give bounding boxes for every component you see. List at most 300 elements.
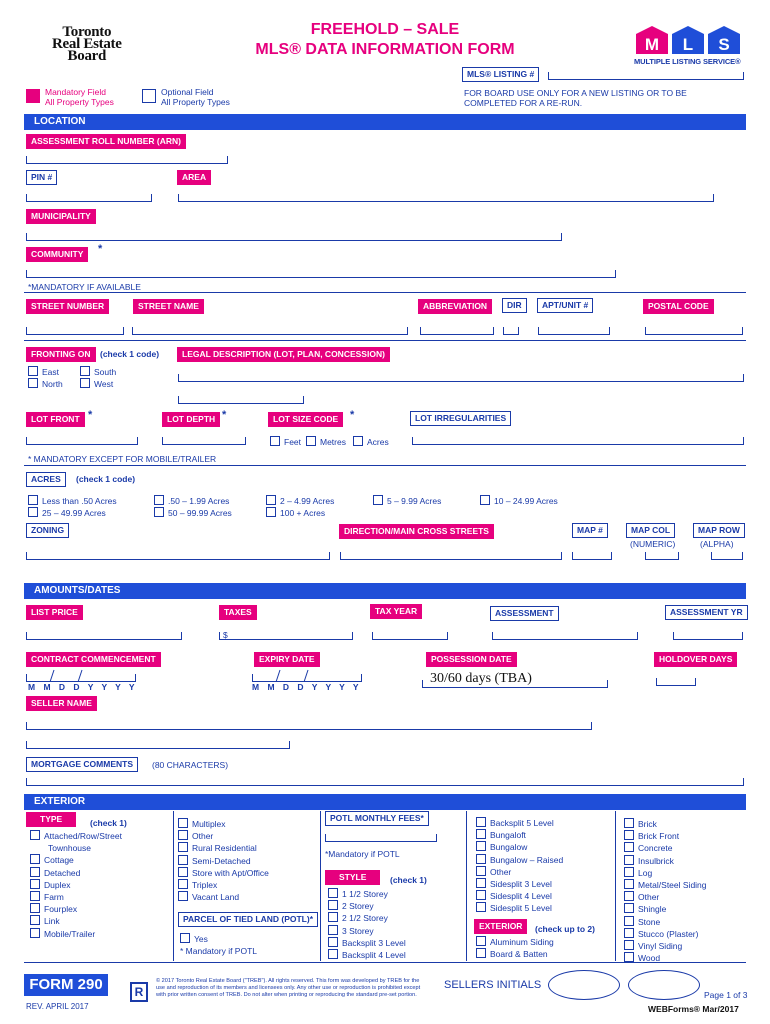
option-label: Cottage	[44, 855, 74, 866]
option-label: Townhouse	[48, 843, 92, 854]
legal-description-input-2[interactable]	[178, 396, 304, 404]
fronting-west[interactable]	[80, 378, 113, 389]
exterior-option[interactable]	[476, 936, 554, 948]
exterior-column-b	[624, 818, 707, 964]
acres-option-1[interactable]	[28, 495, 117, 506]
postal-code-input[interactable]	[645, 327, 743, 335]
mls-logo-icon	[634, 24, 742, 56]
expiry-date-label: EXPIRY DATE	[254, 652, 320, 667]
style-option[interactable]	[328, 888, 406, 900]
divider	[24, 340, 746, 341]
option-label: Bungaloft	[490, 830, 526, 841]
list-price-input[interactable]	[26, 632, 182, 640]
lot-size-acres[interactable]	[353, 436, 389, 447]
title-line-2: MLS® DATA INFORMATION FORM	[255, 41, 515, 58]
option-label: Metal/Steel Siding	[638, 880, 707, 891]
option-label: Less than .50 Acres	[42, 496, 117, 506]
type-option[interactable]	[178, 867, 269, 879]
apt-unit-label: APT/UNIT #	[537, 298, 593, 313]
checkbox[interactable]	[178, 891, 188, 901]
exterior-option[interactable]	[624, 879, 707, 891]
checkbox[interactable]	[624, 940, 634, 950]
taxes-dollar: $	[223, 630, 228, 640]
checkbox[interactable]	[476, 936, 486, 946]
option-label: North	[42, 379, 63, 389]
option-label: 100 + Acres	[280, 508, 326, 518]
title-line-1: FREEHOLD – SALE	[310, 21, 460, 38]
style-option[interactable]	[476, 817, 563, 829]
option-label: Multiplex	[192, 819, 226, 829]
checkbox[interactable]	[624, 952, 634, 962]
revision-date: REV. APRIL 2017	[26, 1002, 89, 1011]
divider	[24, 465, 746, 466]
option-label: Other	[490, 866, 512, 877]
acres-option-8[interactable]	[266, 507, 325, 518]
style-option[interactable]	[476, 866, 563, 878]
option-label: Other	[192, 831, 214, 842]
assessment-yr-input[interactable]	[673, 632, 743, 640]
assessment-label: ASSESSMENT	[490, 606, 559, 621]
checkbox[interactable]	[476, 902, 486, 912]
fronting-east[interactable]	[28, 366, 59, 377]
option-label: .50 – 1.99 Acres	[168, 496, 230, 506]
mls-listing-label: MLS® LISTING #	[462, 67, 539, 82]
seller-name-input-1[interactable]	[26, 722, 592, 730]
zoning-input[interactable]	[26, 552, 330, 560]
acres-label: ACRES	[26, 472, 66, 487]
option-label: Vinyl Siding	[638, 941, 683, 952]
lot-depth-label: LOT DEPTH	[162, 412, 220, 427]
type-option[interactable]	[178, 818, 269, 830]
option-label: Sidesplit 5 Level	[490, 903, 552, 914]
page-number: Page 1 of 3	[704, 990, 748, 1000]
checkbox[interactable]	[180, 933, 190, 943]
street-name-label: STREET NAME	[133, 299, 204, 314]
option-label: Semi-Detached	[192, 855, 251, 866]
checkbox[interactable]	[178, 830, 188, 840]
exterior-section-bar: EXTERIOR	[24, 794, 746, 810]
checkbox[interactable]	[28, 495, 38, 505]
type-option[interactable]	[178, 830, 269, 842]
checkbox[interactable]	[328, 912, 338, 922]
mandatory-legend	[45, 87, 114, 107]
exterior-option[interactable]	[624, 818, 707, 830]
contract-commencement-label: CONTRACT COMMENCEMENT	[26, 652, 161, 667]
option-label: East	[42, 367, 60, 377]
lot-front-star: *	[88, 409, 93, 421]
svg-text:M: M	[644, 35, 660, 54]
map-col-label: MAP COL	[626, 523, 675, 538]
expiry-date-input[interactable]	[252, 674, 362, 682]
checkbox[interactable]	[476, 817, 486, 827]
dir-input[interactable]	[503, 327, 519, 335]
area-label: AREA	[177, 170, 211, 185]
fronting-south[interactable]	[80, 366, 116, 377]
arn-input[interactable]	[26, 156, 228, 164]
logo-line-2: Real Estate	[52, 36, 122, 52]
area-input[interactable]	[178, 194, 714, 202]
exterior-option[interactable]	[624, 867, 707, 879]
parcel-label: PARCEL OF TIED LAND (POTL)*	[178, 912, 318, 927]
checkbox[interactable]	[178, 818, 188, 828]
type-option[interactable]	[30, 891, 122, 903]
checkbox[interactable]	[476, 829, 486, 839]
direction-input[interactable]	[340, 552, 562, 560]
checkbox[interactable]	[178, 842, 188, 852]
municipality-input[interactable]	[26, 233, 562, 241]
option-label: 2 1/2 Storey	[342, 913, 388, 924]
checkbox[interactable]	[328, 900, 338, 910]
checkbox[interactable]	[266, 507, 276, 517]
holdover-days-input[interactable]	[656, 678, 696, 686]
exterior-option[interactable]	[624, 940, 707, 952]
parcel-mandatory-note: * Mandatory if POTL	[180, 946, 258, 956]
option-label: 25 – 49.99 Acres	[42, 508, 106, 518]
checkbox[interactable]	[30, 903, 40, 913]
style-option[interactable]	[476, 878, 563, 890]
acres-option-5[interactable]	[480, 495, 558, 506]
sellers-initials-label: SELLERS INITIALS	[444, 979, 542, 991]
style-option[interactable]	[328, 925, 406, 937]
exterior-check-note: (check up to 2)	[535, 924, 595, 934]
checkbox[interactable]	[624, 855, 634, 865]
lot-front-label: LOT FRONT	[26, 412, 85, 427]
optional-legend-line1: Optional Field	[161, 87, 214, 97]
checkbox[interactable]	[624, 842, 634, 852]
map-col-input[interactable]	[645, 552, 679, 560]
fronting-north[interactable]	[28, 378, 63, 389]
type-option[interactable]	[30, 830, 122, 842]
abbreviation-label: ABBREVIATION	[418, 299, 492, 314]
checkbox[interactable]	[270, 436, 280, 446]
checkbox[interactable]	[328, 925, 338, 935]
option-label: Yes	[194, 934, 208, 944]
mls-caption: MULTIPLE LISTING SERVICE®	[634, 57, 741, 66]
checkbox[interactable]	[373, 495, 383, 505]
lot-size-metres[interactable]	[306, 436, 346, 447]
option-label: Acres	[367, 437, 389, 447]
community-input[interactable]	[26, 270, 616, 278]
acres-option-4[interactable]	[373, 495, 441, 506]
option-label: Sidesplit 3 Level	[490, 879, 552, 890]
exterior-option[interactable]	[476, 948, 554, 960]
exterior-option[interactable]	[624, 916, 707, 928]
checkbox[interactable]	[28, 366, 38, 376]
checkbox[interactable]	[30, 891, 40, 901]
possession-date-label: POSSESSION DATE	[426, 652, 517, 667]
option-label: 5 – 9.99 Acres	[387, 496, 442, 506]
potl-mandatory-note: *Mandatory if POTL	[325, 849, 400, 859]
expiry-date-format: M M D D Y Y Y Y	[252, 682, 362, 692]
mandatory-legend-swatch	[26, 89, 40, 103]
type-column-2	[178, 818, 269, 903]
checkbox[interactable]	[30, 928, 40, 938]
option-label: Mobile/Trailer	[44, 928, 96, 939]
type-option[interactable]	[30, 915, 122, 927]
checkbox[interactable]	[30, 854, 40, 864]
exterior-option[interactable]	[624, 891, 707, 903]
option-label: Duplex	[44, 879, 71, 890]
column-divider	[173, 811, 174, 961]
option-label: Store with Apt/Office	[192, 867, 269, 878]
potl-fees-label: POTL MONTHLY FEES*	[325, 811, 429, 826]
acres-option-7[interactable]	[154, 507, 232, 518]
copyright-notice: © 2017 Toronto Real Estate Board ("TREB"). All rights reserved. This form was developed by TREB for the use and reproduction of its members and licensees only. Any other use or reproduction is prohibited except with prior written consent of TREB. Do not alter when printing or reproducing the standard pre-set portion.	[156, 978, 421, 998]
taxes-input[interactable]	[219, 632, 353, 640]
option-label: Brick	[638, 819, 657, 829]
checkbox[interactable]	[624, 891, 634, 901]
contract-date-format: M M D D Y Y Y Y	[28, 682, 138, 692]
checkbox[interactable]	[476, 890, 486, 900]
mortgage-comments-input[interactable]	[26, 778, 744, 786]
realtor-icon: R	[130, 982, 148, 1002]
apt-unit-input[interactable]	[538, 327, 610, 335]
acres-option-2[interactable]	[154, 495, 229, 506]
style-column-2	[476, 817, 563, 915]
exterior-option[interactable]	[624, 842, 707, 854]
mortgage-char-note: (80 CHARACTERS)	[152, 760, 229, 770]
option-label: Stucco (Plaster)	[638, 928, 699, 939]
column-divider	[466, 811, 467, 961]
style-label: STYLE	[325, 870, 380, 885]
option-label: Farm	[44, 892, 64, 903]
exterior-option[interactable]	[624, 903, 707, 915]
direction-label: DIRECTION/MAIN CROSS STREETS	[339, 524, 494, 539]
checkbox[interactable]	[480, 495, 490, 505]
option-label: Brick Front	[638, 831, 680, 842]
checkbox[interactable]	[178, 879, 188, 889]
style-option[interactable]	[328, 937, 406, 949]
checkbox[interactable]	[154, 507, 164, 517]
acres-option-6[interactable]	[28, 507, 106, 518]
column-divider	[320, 811, 321, 961]
type-option[interactable]	[30, 928, 122, 940]
exterior-label: EXTERIOR	[474, 919, 527, 934]
mandatory-if-available-note: *MANDATORY IF AVAILABLE	[28, 282, 141, 292]
lot-irregularities-input[interactable]	[412, 437, 744, 445]
type-option[interactable]	[30, 867, 122, 879]
option-label: Feet	[284, 437, 302, 447]
checkbox[interactable]	[624, 830, 634, 840]
exterior-option[interactable]	[624, 855, 707, 867]
option-label: Sidesplit 4 Level	[490, 891, 552, 902]
checkbox[interactable]	[30, 867, 40, 877]
checkbox[interactable]	[353, 436, 363, 446]
lot-irregularities-label: LOT IRREGULARITIES	[410, 411, 511, 426]
street-number-input[interactable]	[26, 327, 124, 335]
checkbox[interactable]	[80, 378, 90, 388]
mortgage-comments-label: MORTGAGE COMMENTS	[26, 757, 138, 772]
arn-label: ASSESSMENT ROLL NUMBER (ARN)	[26, 134, 186, 149]
option-label: Bungalow	[490, 842, 528, 853]
treb-logo	[52, 26, 122, 62]
checkbox[interactable]	[328, 937, 338, 947]
type-option[interactable]	[30, 903, 122, 915]
checkbox[interactable]	[624, 867, 634, 877]
optional-legend-swatch	[142, 89, 156, 103]
map-row-label: MAP ROW	[693, 523, 745, 538]
option-label: South	[94, 367, 117, 377]
checkbox[interactable]	[306, 436, 316, 446]
optional-legend	[161, 87, 230, 107]
exterior-option[interactable]	[624, 928, 707, 940]
checkbox[interactable]	[28, 378, 38, 388]
lot-front-input[interactable]	[26, 437, 138, 445]
seller-name-input-2[interactable]	[26, 741, 290, 749]
option-label: Backsplit 5 Level	[490, 818, 554, 828]
contract-commencement-input[interactable]	[26, 674, 136, 682]
option-label: Concrete	[638, 843, 673, 854]
checkbox[interactable]	[80, 366, 90, 376]
checkbox[interactable]	[476, 948, 486, 958]
option-label: Attached/Row/Street	[44, 831, 122, 841]
type-option[interactable]	[178, 855, 269, 867]
tax-year-input[interactable]	[372, 632, 448, 640]
option-label: Fourplex	[44, 904, 78, 915]
style-option[interactable]	[328, 912, 406, 924]
type-option[interactable]	[178, 842, 269, 854]
amounts-section-bar: AMOUNTS/DATES	[24, 583, 746, 599]
checkbox[interactable]	[30, 830, 40, 840]
pin-input[interactable]	[26, 194, 152, 202]
style-option[interactable]	[476, 890, 563, 902]
checkbox[interactable]	[30, 915, 40, 925]
style-option[interactable]	[476, 902, 563, 914]
checkbox[interactable]	[266, 495, 276, 505]
mls-listing-input[interactable]	[548, 72, 744, 80]
option-label: 50 – 99.99 Acres	[168, 508, 232, 518]
checkbox[interactable]	[328, 949, 338, 959]
lot-depth-input[interactable]	[162, 437, 246, 445]
checkbox[interactable]	[476, 854, 486, 864]
type-option[interactable]	[178, 879, 269, 891]
postal-code-label: POSTAL CODE	[643, 299, 714, 314]
type-column-1	[30, 830, 122, 940]
seller-name-label: SELLER NAME	[26, 696, 97, 711]
option-label: 2 Storey	[342, 901, 374, 912]
option-label: Log	[638, 867, 653, 878]
checkbox[interactable]	[476, 866, 486, 876]
holdover-days-label: HOLDOVER DAYS	[654, 652, 737, 667]
style-option[interactable]	[328, 900, 406, 912]
seller-initials-oval-1[interactable]	[548, 970, 620, 1000]
option-label: 1 1/2 Storey	[342, 889, 388, 899]
possession-date-value[interactable]: 30/60 days (TBA)	[430, 671, 532, 686]
option-label: Aluminum Siding	[490, 937, 554, 947]
type-check-note: (check 1)	[90, 818, 127, 828]
optional-legend-line2: All Property Types	[161, 97, 230, 107]
divider	[24, 962, 746, 963]
street-name-input[interactable]	[132, 327, 408, 335]
lot-size-star: *	[350, 409, 355, 421]
type-option	[30, 842, 122, 854]
option-label: 10 – 24.99 Acres	[494, 496, 558, 506]
option-label: Bungalow – Raised	[490, 854, 564, 865]
column-divider	[615, 811, 616, 961]
style-option[interactable]	[476, 854, 563, 866]
type-option[interactable]	[30, 854, 122, 866]
style-option[interactable]	[328, 949, 406, 961]
webforms-mark: WEBForms® Mar/2017	[648, 1004, 739, 1014]
possession-date-input[interactable]	[422, 680, 608, 688]
type-label: TYPE	[26, 812, 76, 827]
option-label: Insulbrick	[638, 855, 674, 866]
abbreviation-input[interactable]	[420, 327, 494, 335]
style-check-note: (check 1)	[390, 875, 427, 885]
dir-label: DIR	[502, 298, 527, 313]
option-label: Vacant Land	[192, 892, 240, 903]
checkbox[interactable]	[476, 878, 486, 888]
checkbox[interactable]	[328, 888, 338, 898]
fronting-check-note: (check 1 code)	[100, 349, 160, 359]
option-label: Shingle	[638, 904, 667, 915]
map-num-input[interactable]	[572, 552, 612, 560]
checkbox[interactable]	[624, 928, 634, 938]
style-option[interactable]	[476, 841, 563, 853]
street-number-label: STREET NUMBER	[26, 299, 109, 314]
map-row-input[interactable]	[711, 552, 743, 560]
style-option[interactable]	[476, 829, 563, 841]
logo-line-1: Toronto	[62, 24, 112, 40]
checkbox[interactable]	[178, 855, 188, 865]
lot-size-code-label: LOT SIZE CODE	[268, 412, 343, 427]
checkbox[interactable]	[476, 841, 486, 851]
checkbox[interactable]	[624, 818, 634, 828]
checkbox[interactable]	[624, 903, 634, 913]
checkbox[interactable]	[154, 495, 164, 505]
type-option[interactable]	[30, 879, 122, 891]
assessment-input[interactable]	[492, 632, 638, 640]
checkbox[interactable]	[178, 867, 188, 877]
community-label: COMMUNITY	[26, 247, 88, 262]
checkbox[interactable]	[28, 507, 38, 517]
exterior-option[interactable]	[624, 830, 707, 842]
mobile-trailer-note: * MANDATORY EXCEPT FOR MOBILE/TRAILER	[28, 454, 217, 464]
community-star: *	[98, 243, 103, 255]
parcel-yes[interactable]	[180, 933, 208, 944]
option-label: Board & Batten	[490, 949, 548, 960]
map-col-sub: (NUMERIC)	[630, 539, 676, 549]
checkbox[interactable]	[624, 916, 634, 926]
lot-size-feet[interactable]	[270, 436, 301, 447]
legal-description-label: LEGAL DESCRIPTION (LOT, PLAN, CONCESSION)	[177, 347, 390, 362]
assessment-yr-label: ASSESSMENT YR	[665, 605, 748, 620]
option-label: Rural Residential	[192, 843, 257, 854]
pin-label: PIN #	[26, 170, 57, 185]
mandatory-legend-line2: All Property Types	[45, 97, 114, 107]
checkbox[interactable]	[624, 879, 634, 889]
divider	[24, 292, 746, 293]
type-option[interactable]	[178, 891, 269, 903]
option-label: West	[94, 379, 114, 389]
form-number: FORM 290	[24, 974, 108, 996]
potl-fees-input[interactable]	[325, 834, 437, 842]
municipality-label: MUNICIPALITY	[26, 209, 96, 224]
map-num-label: MAP #	[572, 523, 608, 538]
acres-option-3[interactable]	[266, 495, 334, 506]
tax-year-label: TAX YEAR	[370, 604, 422, 619]
legal-description-input-1[interactable]	[178, 374, 744, 382]
fronting-on-label: FRONTING ON	[26, 347, 96, 362]
logo-line-3: Board	[67, 48, 107, 64]
location-section-bar: LOCATION	[24, 114, 746, 130]
option-label: Detached	[44, 867, 81, 878]
seller-initials-oval-2[interactable]	[628, 970, 700, 1000]
option-label: Backsplit 3 Level	[342, 937, 406, 948]
checkbox[interactable]	[30, 879, 40, 889]
board-use-note: FOR BOARD USE ONLY FOR A NEW LISTING OR TO BE COMPLETED FOR A RE-RUN.	[464, 88, 687, 108]
option-label: 3 Storey	[342, 925, 374, 936]
